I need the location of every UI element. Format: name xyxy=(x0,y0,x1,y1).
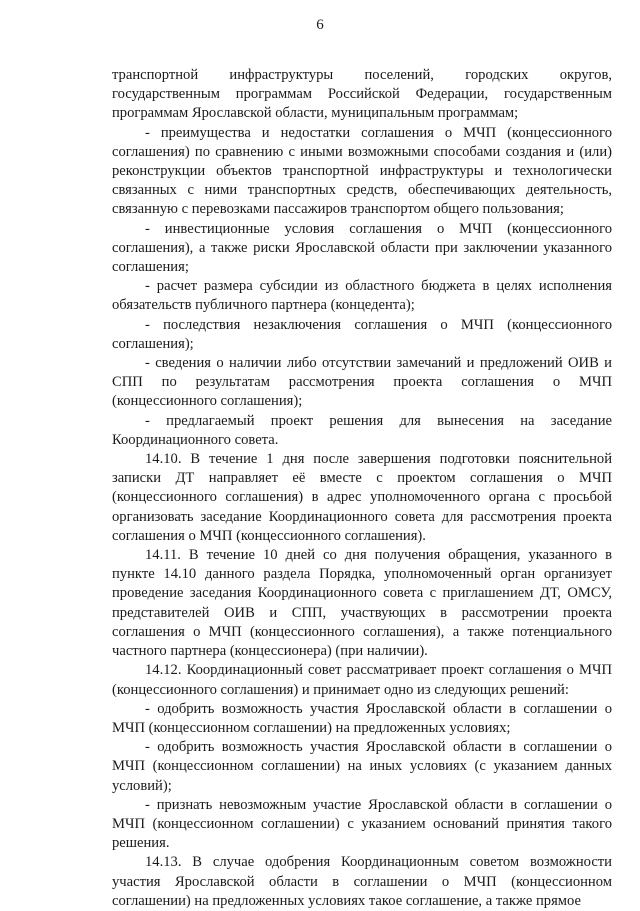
clause-14-11: 14.11. В течение 10 дней со дня получения обращения, указанного в пункте 14.10 данного раздела Порядка, уполномоченный орган организует проведение заседания Координационного совета с приглашением ДТ, ОМСУ, представителей ОИВ и СПП, участвующих в рассмотрении проекта соглашения о МЧП (концессионного соглашения), а также потенциального частного партнера (концессионера) (при наличии). xyxy=(112,547,612,660)
document-body xyxy=(112,66,612,911)
decision-option-approve-other-terms: - одобрить возможность участия Ярославской области в соглашении о МЧП (концессионном соглашении) на иных условиях (с указанием данных условий); xyxy=(112,739,612,794)
decision-option-reject: - признать невозможным участие Ярославской области в соглашении о МЧП (концессионном соглашении) с указанием оснований принятия такого решения. xyxy=(112,796,612,852)
decision-option-approve: - одобрить возможность участия Ярославской области в соглашении о МЧП (концессионном соглашении) на предложенных условиях; xyxy=(112,700,612,736)
page-number: 6 xyxy=(316,17,324,33)
list-item-remarks-info: - сведения о наличии либо отсутствии замечаний и предложений ОИВ и СПП по результатам рассмотрения проекта соглашения о МЧП (концессионного соглашения); xyxy=(112,355,612,410)
list-item-investment-conditions: - инвестиционные условия соглашения о МЧП (концессионного соглашения), а также риски Ярославской области при заключении указанного соглашения; xyxy=(112,220,612,276)
clause-14-10: 14.10. В течение 1 дня после завершения подготовки пояснительной записки ДТ направляет её вместе с проектом соглашения о МЧП (концессионного соглашения) в адрес уполномоченного органа с просьбой организовать заседание Координационного совета для рассмотрения проекта соглашения о МЧП (концессионного соглашения). xyxy=(112,451,612,544)
list-item-advantages: - преимущества и недостатки соглашения о МЧП (концессионного соглашения) по сравнению с иными возможными способами создания и (или) реконструкции объектов транспортной инфраструктуры и технологически связанных с ними транспортных средств, обеспечивающих деятельность, связанную с перевозками пассажиров транспортом общего пользования; xyxy=(112,124,612,218)
clause-14-12: 14.12. Координационный совет рассматривает проект соглашения о МЧП (концессионного соглашения) и принимает одно из следующих решений: xyxy=(112,662,612,698)
list-item-non-conclusion-consequences: - последствия незаключения соглашения о МЧП (концессионного соглашения); xyxy=(112,316,612,352)
clause-14-13: 14.13. В случае одобрения Координационным советом возможности участия Ярославской области в соглашении о МЧП (концессионном соглашении) на предложенных условиях такое соглашение, а также прямое xyxy=(112,854,612,909)
list-item-draft-decision: - предлагаемый проект решения для вынесения на заседание Координационного совета. xyxy=(112,412,612,448)
list-item-subsidy-calculation: - расчет размера субсидии из областного бюджета в целях исполнения обязательств публичного партнера (концедента); xyxy=(112,278,612,314)
paragraph-continuation: транспортной инфраструктуры поселений, городских округов, государственным программам Российской Федерации, государственным программам Ярославской области, муниципальным программам; xyxy=(112,67,612,122)
